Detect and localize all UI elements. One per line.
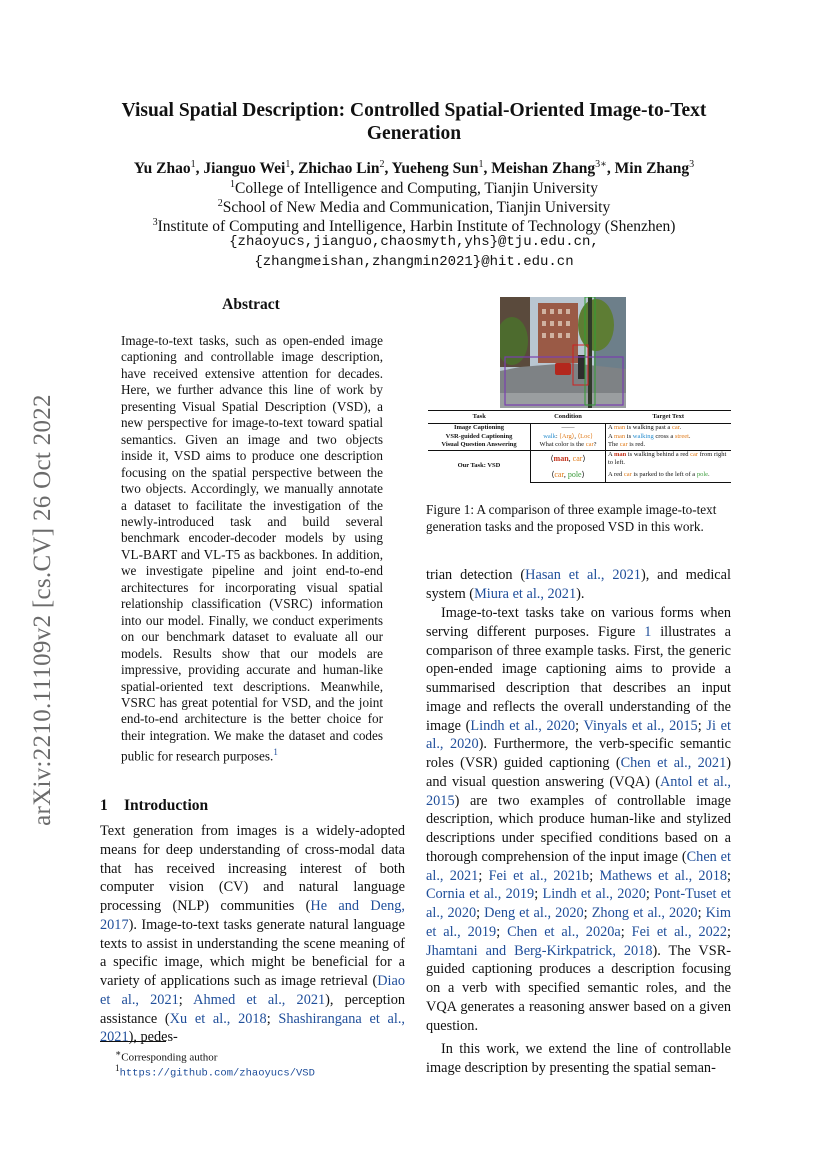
target-highlight: pole [696, 470, 709, 478]
target-text: . [688, 432, 691, 440]
target-text: The [608, 441, 620, 449]
target-highlight: man [613, 424, 626, 431]
footnote-corresponding-text: Corresponding author [121, 1051, 218, 1064]
photo-red-car [555, 363, 571, 375]
condition-text: : [555, 432, 560, 440]
condition-text: ⟨ [550, 454, 554, 464]
arxiv-stamp-text: arXiv:2210.11109v2 [cs.CV] 26 Oct 2022 [29, 394, 56, 826]
condition-text: —— [561, 424, 575, 431]
intro-text: ; [645, 886, 655, 903]
condition-highlight: walk [543, 432, 556, 440]
target-text: cross a [653, 432, 675, 440]
table-cell-target [606, 441, 732, 450]
affiliation-3-text: Institute of Computing and Intelligence, Harbin Institute of Technology (Shenzhen) [157, 218, 676, 236]
footnote-url [115, 1061, 415, 1081]
intro-paragraph-3: In this work, we extend the line of controllable image description by presenting the spatial seman- [426, 1041, 731, 1076]
target-highlight: car [671, 424, 680, 431]
citation-link[interactable]: Vinyals et al., 2015 [583, 717, 698, 734]
author-name: Meishan Zhang [491, 160, 596, 178]
footnote-corr-mark: ∗ [115, 1048, 122, 1058]
target-text: is red. [627, 441, 646, 449]
target-highlight: car [623, 470, 632, 478]
target-text: A [608, 432, 614, 440]
condition-highlight: car [572, 454, 583, 464]
condition-text: ⟩ [581, 469, 585, 479]
table-row [428, 424, 731, 433]
target-text: is [625, 432, 633, 440]
citation-link[interactable]: Pont-Tuset et al., 2020 [426, 886, 732, 921]
target-text: A [608, 450, 614, 458]
table-header-condition: Condition [531, 411, 606, 424]
author-affiliation-mark: 1 [478, 159, 484, 170]
citation-link[interactable]: Jhamtani and Berg-Kirkpatrick, 2018 [426, 942, 653, 959]
condition-highlight: ⟨Loc⟩ [577, 432, 593, 440]
affiliation-1-text: College of Intelligence and Computing, Tianjin University [235, 180, 598, 198]
table-cell-task: VSR-guided Captioning [445, 432, 513, 440]
citation-link[interactable]: Chen et al., 2021 [426, 848, 732, 884]
condition-highlight: pole [567, 469, 582, 479]
citation-link[interactable]: Lindh et al., 2020 [470, 717, 576, 734]
photo-tree-right [578, 299, 614, 351]
target-highlight: car [619, 441, 628, 449]
table-row-vsd [428, 450, 731, 468]
citation-link[interactable]: He and Deng, 2017 [100, 898, 405, 933]
footnote-rule [100, 1041, 166, 1042]
citation-link[interactable]: Chen et al., 2020a [507, 923, 621, 940]
photo-sidewalk [500, 393, 626, 408]
table-row [428, 433, 731, 442]
intro-text: ), pedes- [128, 1029, 178, 1046]
condition-highlight: ⟨Arg⟩ [559, 432, 575, 440]
citation-link[interactable]: Shashirangana et al., 2021 [100, 1010, 405, 1046]
intro-text: trian detection ( [426, 567, 526, 583]
intro-text: ; [583, 905, 592, 921]
condition-text: , [574, 432, 578, 440]
target-highlight: man [613, 450, 627, 458]
intro-text: Text generation from images is a widely-adopted means for deep understanding of cross-modal data that has received increasing interest of both computer vision (CV) and natural language processing (NLP) communities ( [100, 823, 405, 914]
intro-text: ; [697, 717, 707, 734]
affiliation-2-text: School of New Media and Communication, Tianjin University [222, 199, 611, 217]
intro-text: ; [727, 923, 732, 940]
email-line-1[interactable]: {zhaoyucs,jianguo,chaosmyth,yhs}@tju.edu.cn, [229, 234, 599, 250]
condition-text: , [563, 469, 568, 479]
photo-pole [588, 297, 592, 408]
intro-text: ; [496, 923, 508, 940]
affiliation-2-mark: 2 [217, 198, 223, 209]
citation-link[interactable]: Fei et al., 2021b [488, 867, 590, 884]
affiliation-3-mark: 3 [152, 217, 158, 228]
table-cell-task-vsd: Our Task: VSD [428, 450, 531, 482]
intro-text: ). Image-to-text tasks generate natural language texts to assist in understanding the scene meaning of a specific image, which might be beneficial for a variety of applications such as image retrieval ( [100, 916, 405, 989]
intro-text: ) are two examples of controllable image description, which produce human-like and stylized descriptions under specified conditions based on a thorough comprehension of the input image ( [426, 792, 731, 865]
intro-text: ). [576, 585, 585, 602]
table-cell-condition [531, 433, 606, 442]
figure-1-photo [500, 297, 626, 408]
intro-text: Image-to-text tasks take on various forms when serving different purposes. Figure [426, 605, 731, 640]
table-row [428, 441, 731, 450]
author-name: Zhichao Lin [298, 160, 380, 178]
intro-text: ). The VSR-guided captioning produces a description focusing on a verb with specified semantic roles, and the VQA generates a reasoning answer based on a given question. [426, 942, 731, 1034]
author-name: Min Zhang [614, 160, 690, 178]
intro-text: ; [620, 923, 632, 940]
figure-1-table-header [428, 411, 731, 424]
paper-title: Visual Spatial Description: Controlled Spatial-Oriented Image-to-Text Generation [121, 100, 707, 144]
author-affiliation-mark: 2 [379, 159, 385, 170]
target-highlight: walking [632, 432, 654, 440]
target-highlight: street [674, 432, 689, 440]
target-text: is parked to the left of a [631, 470, 697, 478]
condition-text: ⟩ [582, 454, 586, 464]
intro-text: ; [476, 905, 485, 921]
target-text: is walking past a [625, 424, 672, 431]
figure-1-caption: Figure 1: A comparison of three example image-to-text generation tasks and the proposed VSD in this work. [426, 502, 717, 534]
table-cell-task: Visual Question Answering [441, 441, 517, 449]
table-cell-condition-vsd-2 [531, 468, 606, 483]
condition-text: What color is the [539, 441, 586, 449]
intro-text: ), perception assistance ( [100, 991, 405, 1027]
table-cell-target-vsd-2 [606, 468, 732, 483]
citation-link[interactable]: Xu et al., 2018 [169, 1010, 267, 1027]
target-text: A red [608, 470, 624, 478]
table-cell-target-vsd-1 [606, 450, 732, 468]
citation-link[interactable]: Fei et al., 2022 [631, 923, 728, 940]
abstract-footnote-link[interactable]: 1 [273, 747, 278, 758]
author-affiliation-mark: 1 [285, 159, 291, 170]
condition-text: ? [593, 441, 597, 449]
photo-man [578, 355, 585, 379]
figure-1-table [428, 410, 731, 483]
condition-highlight: car [585, 441, 594, 449]
table-cell-target [606, 433, 732, 442]
intro-text: ; [266, 1010, 279, 1027]
section-title: Introduction [124, 797, 209, 814]
footnote-url-link[interactable]: https://github.com/zhaoyucs/VSD [119, 1067, 315, 1080]
author-list: Yu Zhao$^1$, Jianguo Wei$^1$, Zhichao Lin$^2$, Yueheng Sun$^1$, Meishan Zhang$^{3∗}$, Min Zhang$^3$ [133, 159, 695, 178]
intro-text: ) and visual question answering (VQA) ( [426, 755, 731, 790]
table-cell-condition-vsd-1 [531, 450, 606, 468]
intro-paragraph-2 [426, 604, 731, 1035]
citation-link[interactable]: Lindh et al., 2020 [542, 886, 646, 903]
target-highlight: car [690, 450, 699, 458]
intro-paragraph-1-continued [426, 566, 731, 604]
intro-text: illustrates a comparison of three example tasks. First, the generic open-ended image captioning aims to provide a summarised description that describes an input image and reflects the overall understanding of the image ( [426, 623, 731, 734]
email-line-2[interactable]: {zhangmeishan,zhangmin2021}@hit.edu.cn [254, 254, 574, 270]
section-heading [100, 797, 402, 815]
target-text: A [608, 424, 614, 431]
author-affiliation-mark: 3 [689, 159, 695, 170]
citation-link[interactable]: Cornia et al., 2019 [426, 886, 535, 903]
target-highlight: man [613, 432, 626, 440]
condition-text: ⟨ [551, 469, 555, 479]
target-text: . [679, 424, 682, 431]
citation-link[interactable]: Ji et al., 2020 [426, 717, 731, 753]
citation-link[interactable]: Hasan et al., 2021 [525, 567, 641, 583]
intro-text: ), and medical system ( [426, 567, 731, 602]
author-affiliation-mark: 3∗ [595, 159, 607, 170]
arxiv-stamp [20, 365, 66, 855]
citation-link[interactable]: Ahmed et al., 2021 [193, 991, 326, 1008]
condition-highlight: car [554, 469, 564, 479]
citation-link[interactable]: 1 [644, 623, 652, 640]
author-name: Yu Zhao [133, 160, 191, 178]
intro-paragraph-1 [100, 822, 405, 1047]
affiliation-1-mark: 1 [230, 179, 236, 190]
citation-link[interactable]: Miura et al., 2021 [474, 585, 577, 602]
table-header-task: Task [428, 411, 531, 424]
condition-text: , [568, 454, 573, 464]
abstract-body [121, 333, 383, 765]
target-text: is walking behind a red [626, 450, 691, 458]
intro-text: ; [534, 886, 543, 903]
intro-text: ; [589, 867, 600, 884]
intro-text: ; [697, 905, 706, 921]
citation-link[interactable]: Deng et al., 2020 [484, 905, 584, 921]
target-text: . [708, 470, 710, 478]
intro-text: ; [575, 717, 584, 734]
citation-link[interactable]: Kim et al., 2019 [426, 905, 732, 940]
citation-link[interactable]: Zhong et al., 2020 [591, 905, 698, 921]
section-number: 1 [100, 797, 108, 814]
intro-text: ; [178, 991, 194, 1008]
author-name: Yueheng Sun [391, 160, 479, 178]
citation-link[interactable]: Diao et al., 2021 [100, 973, 405, 1008]
abstract-text: Image-to-text tasks, such as open-ended image captioning and controllable image description, have received extensive attention for decades. Here, we further advance this line of work by presenting Visual Spatial Description (VSD), a new perspective for image-to-text toward spatial semantics. Given an image and two objects inside it, VSD aims to produce one description focusing on the spatial perspective between the two objects. Accordingly, we manually annotate a dataset to facilitate the investigation of the newly-introduced task and build several benchmark encoder-decoder models by using VL-BART and VL-T5 as backbones. In addition, we investigate pipeline and joint end-to-end architectures for incorporating visual spatial relationship classification (VSRC) information into our model. Finally, we conduct experiments on our benchmark dataset to evaluate all our models. Results show that our models are impressive, providing accurate and human-like spatial-oriented text descriptions. Meanwhile, VSRC has great potential for VSD, and the joint end-to-end architecture is the better choice for their integration. We make the dataset and codes public for research purposes. [121, 333, 383, 764]
author-name: Jianguo Wei [203, 160, 286, 178]
intro-text: ). Furthermore, the verb-specific semantic roles (VSR) guided captioning ( [426, 736, 731, 771]
table-cell-condition [531, 441, 606, 450]
citation-link[interactable]: Mathews et al., 2018 [599, 867, 728, 884]
citation-link[interactable]: Antol et al., 2015 [426, 773, 731, 809]
intro-text: ; [478, 867, 489, 884]
table-header-target: Target Text [606, 411, 732, 424]
author-affiliation-mark: 1 [190, 159, 196, 170]
target-text: from right to left. [608, 450, 727, 467]
footnote-url-mark: 1 [115, 1063, 120, 1073]
table-cell-task: Image Captioning [453, 424, 505, 431]
citation-link[interactable]: Chen et al., 2021 [620, 755, 727, 771]
table-cell-condition [531, 424, 606, 433]
abstract-heading: Abstract [222, 296, 280, 313]
condition-highlight: man [553, 454, 569, 464]
table-cell-target [606, 424, 732, 433]
intro-text: ; [727, 867, 732, 884]
